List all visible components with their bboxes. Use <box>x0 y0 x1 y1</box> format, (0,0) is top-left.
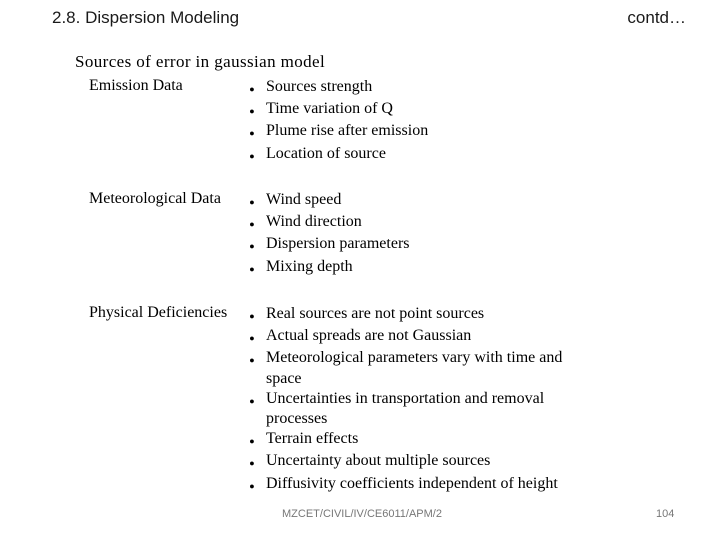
bullet-icon: ● <box>249 241 255 252</box>
list-item: ● Uncertainty about multiple sources <box>238 451 583 473</box>
bullet-icon: ● <box>249 150 255 161</box>
emission-data-list <box>238 77 583 166</box>
continued-label: contd… <box>627 8 686 27</box>
list-item: ● Real sources are not point sources <box>238 304 583 326</box>
bullet-icon: ● <box>249 458 255 469</box>
list-item: ● Uncertainties in transportation and removal processes <box>238 389 583 429</box>
category-emission-data: Emission Data <box>89 77 183 94</box>
bullet-icon: ● <box>249 333 255 344</box>
bullet-icon: ● <box>249 84 255 94</box>
page-number: 104 <box>656 508 675 520</box>
category-physical-deficiencies: Physical Deficiencies <box>89 304 228 321</box>
bullet-icon: ● <box>249 263 255 274</box>
list-item: ● Actual spreads are not Gaussian <box>238 326 583 348</box>
list-item: ● Terrain effects <box>238 429 583 451</box>
meteorological-data-list <box>238 190 583 279</box>
bullet-icon: ● <box>249 219 255 230</box>
bullet-icon: ● <box>249 197 255 207</box>
list-item: ● Location of source <box>238 144 583 166</box>
list-item: ● Plume rise after emission <box>238 121 583 143</box>
bullet-icon: ● <box>249 355 255 366</box>
bullet-icon: ● <box>249 395 255 406</box>
list-item: ● Meteorological parameters vary with time and space <box>238 348 583 388</box>
bullet-icon: ● <box>249 106 255 117</box>
footer-course-code: MZCET/CIVIL/IV/CE6011/APM/2 <box>282 508 442 520</box>
list-item: ● Dispersion parameters <box>238 234 583 256</box>
bullet-icon: ● <box>249 311 255 321</box>
physical-deficiencies-list <box>238 304 583 497</box>
list-item: ● Wind speed <box>238 190 583 212</box>
bullet-icon: ● <box>249 128 255 139</box>
list-item: ● Sources strength <box>238 77 583 99</box>
list-item: ● Mixing depth <box>238 257 583 279</box>
slide-section-heading: 2.8. Dispersion Modeling <box>52 8 240 27</box>
list-item: ● Wind direction <box>238 212 583 234</box>
category-meteorological-data: Meteorological Data <box>89 190 221 207</box>
bullet-icon: ● <box>249 480 255 491</box>
slide-title: Sources of error in gaussian model <box>75 52 326 71</box>
bullet-icon: ● <box>249 436 255 447</box>
list-item: ● Diffusivity coefficients independent of height <box>238 474 583 497</box>
list-item: ● Time variation of Q <box>238 99 583 121</box>
